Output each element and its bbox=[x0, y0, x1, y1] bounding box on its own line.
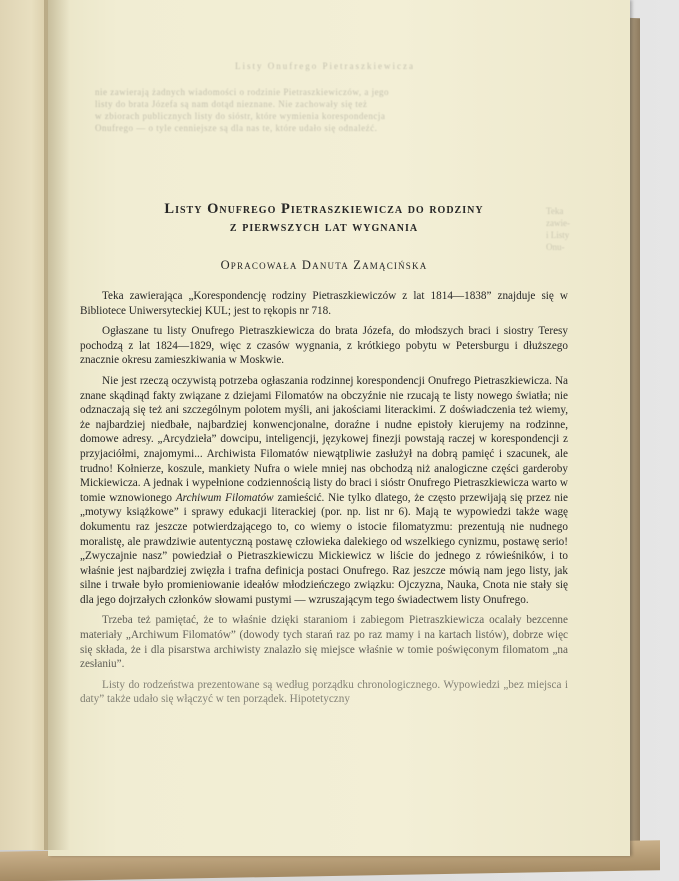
ghost-margin-line: Onu- bbox=[546, 242, 565, 252]
ghost-line: listy do brata Józefa są nam dotąd nieznane. Nie zachowały się też bbox=[95, 99, 368, 109]
paragraph-4: Trzeba też pamiętać, że to właśnie dzięki staraniom i zabiegom Pietraszkiewicza ocalały bezcenne materiały „Archiwum Filomatów” (dowody tych starań raz po raz mamy i na kartach listów), dobrze więc się składa, że i dla pisarstwa archiwisty znalazło się miejsce właśnie w tomie poświęconym filomatom „na zesłaniu”. bbox=[80, 614, 568, 671]
ghost-header: Listy Onufrego Pietraszkiewicza bbox=[235, 61, 415, 71]
paragraph-3 bbox=[80, 374, 568, 608]
title-line-2: z pierwszych lat wygnania bbox=[229, 219, 419, 235]
article-title bbox=[80, 200, 568, 236]
archiwum-filomatow-italic: Archiwum Filomatów bbox=[175, 491, 274, 504]
paragraph-3-part-b: zamieścić. Nie tylko dlatego, że często przewijają się przez nie „motywy książkowe” i sprawy edukacji literackiej (por. np. list nr 6). Mają te wypowiedzi także wagę dokumentu raz jeszcze potwierdzającego to, co wiemy o istocie filomatyzmu: prezentują nie nudnego moralistę, ale prawdziwie autentyczną postawę człowieka dalekiego od wszelkiego cynizmu, postawę serio! „Zwyczajnie nasz” powiedział o Pietraszkiewiczu Mickiewicz w liście do jednego z rówieśników, i to właśnie jest najbardziej zwięzła i trafna definicja postaci Onufrego. Raz jeszcze mówią nam jego listy, jak silne i trwałe było promieniowanie ideałów młodzieńczego związku: Ojczyzna, Nauka, Cnota nie stały się dla jego dojrzałych członków słowami pustymi — wzruszającym tego świadectwem listy Onufrego. bbox=[80, 491, 569, 606]
spine-shadow bbox=[44, 0, 70, 850]
ghost-line: nie zawierają żadnych wiadomości o rodzinie Pietraszkiewiczów, a jego bbox=[95, 87, 390, 97]
paragraph-1: Teka zawierająca „Korespondencję rodziny Pietraszkiewiczów z lat 1814—1838” znajduje się w Bibliotece Uniwersyteckiej KUL; jest to rękopis nr 718. bbox=[80, 290, 568, 317]
show-through-text bbox=[95, 60, 555, 134]
article-body bbox=[80, 289, 568, 707]
article bbox=[80, 200, 568, 713]
ghost-line: Onufrego — o tyle cenniejsze są dla nas te, które udało się odnaleźć. bbox=[95, 123, 378, 133]
ghost-line: w zbiorach publicznych listy do sióstr, które wymienia korespondencja bbox=[95, 111, 386, 121]
paragraph-5: Listy do rodzeństwa prezentowane są według porządku chronologicznego. Wypowiedzi „bez miejsca i daty” także udało się włączyć w ten porządek. Hipotetyczny bbox=[80, 678, 568, 706]
article-author: Opracowała Danuta Zamącińska bbox=[220, 258, 428, 272]
paragraph-3-part-a: Nie jest rzeczą oczywistą potrzeba ogłaszania rodzinnej korespondencji Onufrego Pietraszkiewicza. Na znane skądinąd fakty związane z dziejami Filomatów na obczyźnie nie rzucają te listy nowego światła; nie odznaczają się też ani szczególnym polotem myśli, ani jakościami literackimi. Z doświadczenia też wiemy, że najbardziej niedbałe, najbardziej konwencjonalne, doraźne i nudne epistoły kierujemy na rodzinne, domowe adresy. „Arcydzieła” dowcipu, inteligencji, językowej finezji powstają raczej w korespondencji z przyjaciółmi, znajomymi... Archiwista Filomatów niewątpliwie zasłużył na dobrą pamięć i szacunek, ale trudno! Kołnierze, koszule, mankiety Nufra o wiele mniej nas obchodzą niż analogiczne części garderoby Mickiewicza. A jednak i wypełnione codziennością listy do braci i sióstr Onufrego Pietraszkiewicza warto w tomie wznowionego bbox=[80, 374, 568, 504]
ghost-margin-line: Teka bbox=[546, 206, 564, 216]
paragraph-2: Ogłaszane tu listy Onufrego Pietraszkiewicza do brata Józefa, do młodszych braci i siostry Teresy pochodzą z lat 1824—1829, więc z czasów wygnania, z krótkiego pobytu w Petersburgu i dłuższego znacznie okresu zamieszkiwania w Moskwie. bbox=[80, 325, 568, 367]
ghost-margin-line: i Listy bbox=[546, 230, 570, 240]
ghost-margin-line: zawie- bbox=[546, 218, 570, 228]
title-line-1: Listy Onufrego Pietraszkiewicza do rodziny bbox=[164, 201, 484, 217]
